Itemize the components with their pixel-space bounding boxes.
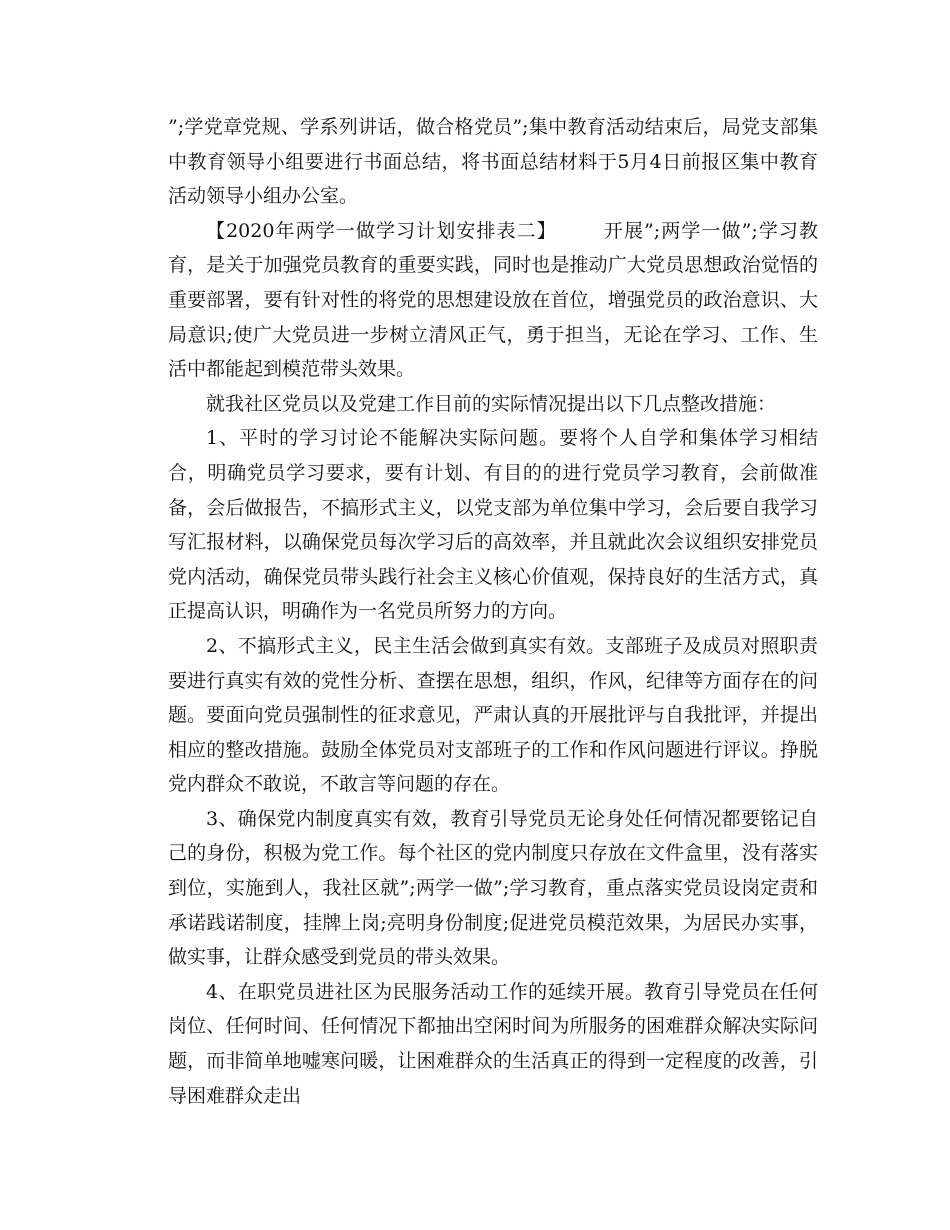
paragraph-intro-measures — [168, 387, 818, 422]
paragraph-measure-3 — [168, 802, 818, 975]
paragraph-text: 1、平时的学习讨论不能解决实际问题。要将个人自学和集体学习相结合，明确党员学习要求，要有计划、有目的的进行党员学习教育，会前做准备，会后做报告，不搞形式主义，以党支部为单位集中学习，会后要自我学习写汇报材料，以确保党员每次学习后的高效率，并且就此次会议组织安排党员党内活动，确保党员带头践行社会主义核心价值观，保持良好的生活方式，真正提高认识，明确作为一名党员所努力的方向。 — [168, 427, 818, 623]
paragraph-text: 3、确保党内制度真实有效，教育引导党员无论身处任何情况都要铭记自己的身份，积极为党工作。每个社区的党内制度只存放在文件盒里，没有落实到位，实施到人，我社区就”;两学一做”;学习教育，重点落实党员设岗定责和承诺践诺制度，挂牌上岗;亮明身份制度;促进党员模范效果，为居民办实事，做实事，让群众感受到党员的带头效果。 — [168, 807, 818, 969]
paragraph-plan-section — [168, 214, 818, 387]
paragraph-continuation — [168, 110, 818, 214]
paragraph-text: ”;学党章党规、学系列讲话，做合格党员”;集中教育活动结束后，局党支部集中教育领导小组要进行书面总结，将书面总结材料于5月4日前报区集中教育活动领导小组办公室。 — [168, 116, 818, 208]
paragraph-measure-4 — [168, 975, 818, 1113]
section-heading: 【2020年两学一做学习计划安排表二】 — [206, 219, 557, 242]
paragraph-text: 就我社区党员以及党建工作目前的实际情况提出以下几点整改措施： — [206, 392, 777, 415]
document-page — [168, 110, 818, 1113]
paragraph-text: 4、在职党员进社区为民服务活动工作的延续开展。教育引导党员在任何岗位、任何时间、任何情况下都抽出空闲时间为所服务的困难群众解决实际问题，而非简单地嘘寒问暖，让困难群众的生活真正的得到一定程度的改善，引导困难群众走出 — [168, 980, 818, 1107]
paragraph-measure-2 — [168, 629, 818, 802]
paragraph-text: 2、不搞形式主义，民主生活会做到真实有效。支部班子及成员对照职责要进行真实有效的党性分析、查摆在思想，组织，作风，纪律等方面存在的问题。要面向党员强制性的征求意见，严肃认真的开展批评与自我批评，并提出相应的整改措施。鼓励全体党员对支部班子的工作和作风问题进行评议。挣脱党内群众不敢说，不敢言等问题的存在。 — [168, 634, 818, 796]
paragraph-text: 开展”;两学一做”;学习教育，是关于加强党员教育的重要实践，同时也是推动广大党员思想政治觉悟的重要部署，要有针对性的将党的思想建设放在首位，增强党员的政治意识、大局意识;使广大党员进一步树立清风正气，勇于担当，无论在学习、工作、生活中都能起到模范带头效果。 — [168, 219, 818, 381]
paragraph-measure-1 — [168, 421, 818, 629]
